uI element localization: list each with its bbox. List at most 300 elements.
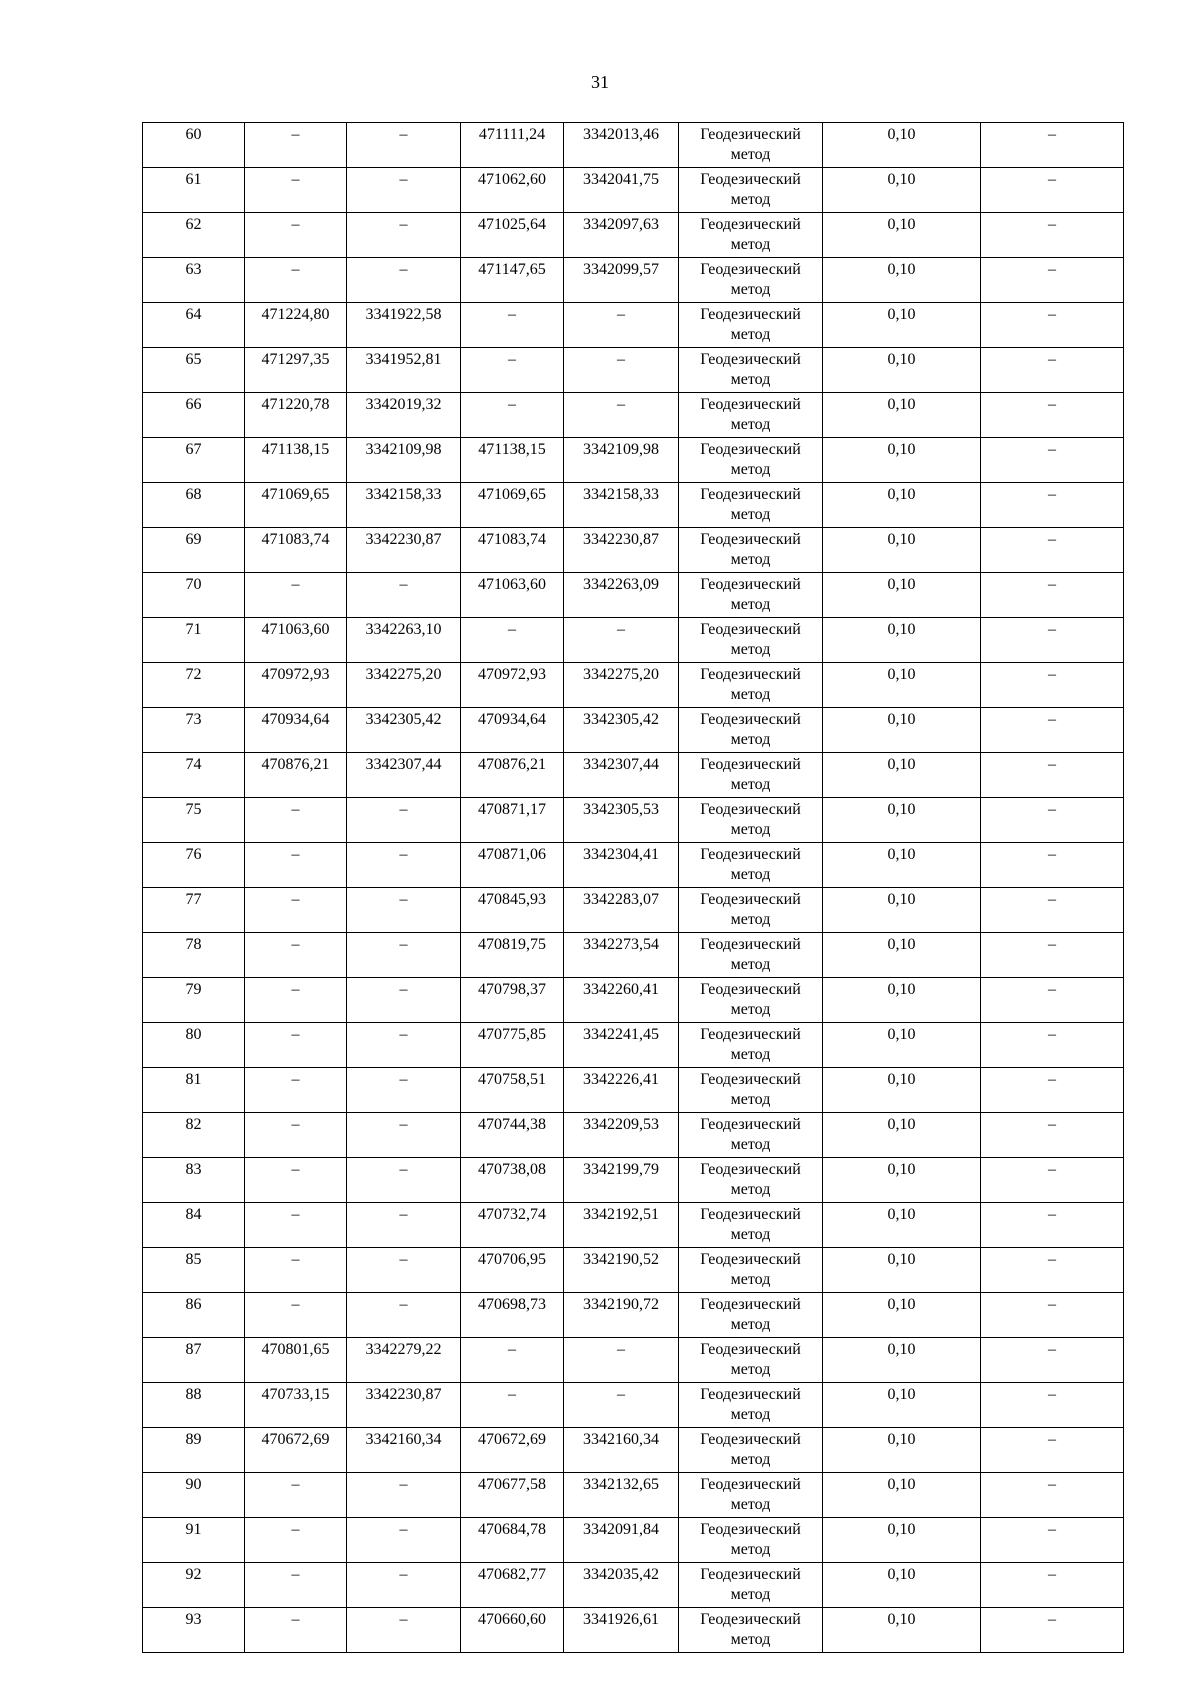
new-x-cell: 470677,58: [461, 1473, 564, 1518]
new-x-cell: –: [461, 393, 564, 438]
accuracy-cell: 0,10: [823, 168, 981, 213]
existing-x-cell: –: [245, 1473, 347, 1518]
method-cell: [679, 888, 823, 933]
new-y-cell: 3342190,72: [564, 1293, 679, 1338]
method-text: Геодезический метод: [700, 1026, 801, 1063]
new-y-cell: –: [564, 1383, 679, 1428]
notes-cell: –: [981, 123, 1124, 168]
existing-y-cell: –: [347, 1563, 461, 1608]
notes-cell: –: [981, 663, 1124, 708]
table-row: [143, 753, 1124, 798]
method-text: Геодезический метод: [700, 666, 801, 703]
method-text: Геодезический метод: [700, 261, 801, 298]
notes-cell: –: [981, 753, 1124, 798]
notes-cell: –: [981, 348, 1124, 393]
method-cell: [679, 1563, 823, 1608]
table-row: [143, 1113, 1124, 1158]
new-x-cell: –: [461, 303, 564, 348]
new-y-cell: –: [564, 618, 679, 663]
method-text: Геодезический метод: [700, 891, 801, 928]
existing-x-cell: 471297,35: [245, 348, 347, 393]
existing-x-cell: –: [245, 1563, 347, 1608]
existing-y-cell: 3342263,10: [347, 618, 461, 663]
new-y-cell: 3342230,87: [564, 528, 679, 573]
table-row: [143, 348, 1124, 393]
table-row: [143, 213, 1124, 258]
new-y-cell: 3342283,07: [564, 888, 679, 933]
point-number-cell: 90: [143, 1473, 245, 1518]
new-y-cell: 3342091,84: [564, 1518, 679, 1563]
existing-x-cell: –: [245, 843, 347, 888]
method-cell: [679, 1248, 823, 1293]
notes-cell: –: [981, 1113, 1124, 1158]
method-text: Геодезический метод: [700, 936, 801, 973]
accuracy-cell: 0,10: [823, 1158, 981, 1203]
point-number-cell: 88: [143, 1383, 245, 1428]
existing-y-cell: 3342158,33: [347, 483, 461, 528]
accuracy-cell: 0,10: [823, 1473, 981, 1518]
accuracy-cell: 0,10: [823, 1563, 981, 1608]
point-number-cell: 85: [143, 1248, 245, 1293]
new-y-cell: 3342305,53: [564, 798, 679, 843]
existing-y-cell: 3341922,58: [347, 303, 461, 348]
accuracy-cell: 0,10: [823, 1068, 981, 1113]
notes-cell: –: [981, 1473, 1124, 1518]
existing-x-cell: –: [245, 168, 347, 213]
point-number-cell: 83: [143, 1158, 245, 1203]
table-body: [143, 123, 1124, 1653]
notes-cell: –: [981, 393, 1124, 438]
new-x-cell: 471025,64: [461, 213, 564, 258]
method-text: Геодезический метод: [700, 1386, 801, 1423]
point-number-cell: 74: [143, 753, 245, 798]
existing-x-cell: 471083,74: [245, 528, 347, 573]
notes-cell: –: [981, 1068, 1124, 1113]
point-number-cell: 77: [143, 888, 245, 933]
existing-x-cell: –: [245, 798, 347, 843]
existing-y-cell: –: [347, 843, 461, 888]
method-text: Геодезический метод: [700, 1071, 801, 1108]
method-cell: [679, 438, 823, 483]
method-cell: [679, 618, 823, 663]
point-number-cell: 63: [143, 258, 245, 303]
notes-cell: –: [981, 1023, 1124, 1068]
table-row: [143, 393, 1124, 438]
method-cell: [679, 1113, 823, 1158]
method-text: Геодезический метод: [700, 126, 801, 163]
existing-y-cell: –: [347, 1023, 461, 1068]
existing-x-cell: 471224,80: [245, 303, 347, 348]
new-y-cell: 3342304,41: [564, 843, 679, 888]
table-row: [143, 438, 1124, 483]
method-text: Геодезический метод: [700, 171, 801, 208]
notes-cell: –: [981, 1383, 1124, 1428]
existing-y-cell: 3342019,32: [347, 393, 461, 438]
point-number-cell: 70: [143, 573, 245, 618]
accuracy-cell: 0,10: [823, 1338, 981, 1383]
method-cell: [679, 843, 823, 888]
existing-y-cell: –: [347, 168, 461, 213]
notes-cell: –: [981, 483, 1124, 528]
method-text: Геодезический метод: [700, 1611, 801, 1648]
notes-cell: –: [981, 978, 1124, 1023]
existing-x-cell: 471069,65: [245, 483, 347, 528]
method-text: Геодезический метод: [700, 1251, 801, 1288]
point-number-cell: 89: [143, 1428, 245, 1473]
existing-x-cell: –: [245, 1518, 347, 1563]
accuracy-cell: 0,10: [823, 303, 981, 348]
new-x-cell: 470684,78: [461, 1518, 564, 1563]
table-row: [143, 1608, 1124, 1653]
point-number-cell: 67: [143, 438, 245, 483]
new-x-cell: 470758,51: [461, 1068, 564, 1113]
table-row: [143, 798, 1124, 843]
existing-y-cell: –: [347, 213, 461, 258]
accuracy-cell: 0,10: [823, 573, 981, 618]
new-y-cell: –: [564, 393, 679, 438]
notes-cell: –: [981, 843, 1124, 888]
new-x-cell: 470672,69: [461, 1428, 564, 1473]
new-x-cell: 471083,74: [461, 528, 564, 573]
existing-x-cell: –: [245, 1203, 347, 1248]
accuracy-cell: 0,10: [823, 1113, 981, 1158]
new-y-cell: –: [564, 348, 679, 393]
notes-cell: –: [981, 573, 1124, 618]
method-text: Геодезический метод: [700, 846, 801, 883]
existing-y-cell: –: [347, 1473, 461, 1518]
notes-cell: –: [981, 1248, 1124, 1293]
new-x-cell: –: [461, 348, 564, 393]
accuracy-cell: 0,10: [823, 123, 981, 168]
accuracy-cell: 0,10: [823, 978, 981, 1023]
existing-x-cell: 471063,60: [245, 618, 347, 663]
existing-x-cell: –: [245, 1113, 347, 1158]
existing-y-cell: –: [347, 258, 461, 303]
table-row: [143, 1428, 1124, 1473]
existing-x-cell: 470672,69: [245, 1428, 347, 1473]
accuracy-cell: 0,10: [823, 1203, 981, 1248]
page-number: 31: [591, 72, 609, 92]
point-number-cell: 66: [143, 393, 245, 438]
table-row: [143, 1563, 1124, 1608]
new-x-cell: 471069,65: [461, 483, 564, 528]
method-text: Геодезический метод: [700, 801, 801, 838]
new-x-cell: 470775,85: [461, 1023, 564, 1068]
notes-cell: –: [981, 303, 1124, 348]
method-cell: [679, 1338, 823, 1383]
notes-cell: –: [981, 708, 1124, 753]
point-number-cell: 69: [143, 528, 245, 573]
new-x-cell: 471062,60: [461, 168, 564, 213]
new-y-cell: 3342158,33: [564, 483, 679, 528]
new-y-cell: –: [564, 1338, 679, 1383]
existing-x-cell: –: [245, 1023, 347, 1068]
notes-cell: –: [981, 798, 1124, 843]
method-cell: [679, 1158, 823, 1203]
existing-y-cell: –: [347, 1608, 461, 1653]
notes-cell: –: [981, 1428, 1124, 1473]
new-x-cell: 470698,73: [461, 1293, 564, 1338]
point-number-cell: 76: [143, 843, 245, 888]
table-row: [143, 708, 1124, 753]
new-y-cell: 3341926,61: [564, 1608, 679, 1653]
method-cell: [679, 1473, 823, 1518]
accuracy-cell: 0,10: [823, 483, 981, 528]
point-number-cell: 68: [143, 483, 245, 528]
point-number-cell: 91: [143, 1518, 245, 1563]
method-cell: [679, 348, 823, 393]
accuracy-cell: 0,10: [823, 528, 981, 573]
existing-y-cell: 3342279,22: [347, 1338, 461, 1383]
table-row: [143, 1023, 1124, 1068]
existing-y-cell: –: [347, 798, 461, 843]
point-number-cell: 75: [143, 798, 245, 843]
method-text: Геодезический метод: [700, 441, 801, 478]
new-y-cell: 3342190,52: [564, 1248, 679, 1293]
existing-y-cell: –: [347, 1113, 461, 1158]
existing-x-cell: 470934,64: [245, 708, 347, 753]
notes-cell: –: [981, 1518, 1124, 1563]
method-cell: [679, 708, 823, 753]
method-cell: [679, 933, 823, 978]
point-number-cell: 73: [143, 708, 245, 753]
notes-cell: –: [981, 1608, 1124, 1653]
existing-x-cell: –: [245, 258, 347, 303]
method-text: Геодезический метод: [700, 1206, 801, 1243]
method-text: Геодезический метод: [700, 306, 801, 343]
notes-cell: –: [981, 1293, 1124, 1338]
table-row: [143, 258, 1124, 303]
method-text: Геодезический метод: [700, 981, 801, 1018]
accuracy-cell: 0,10: [823, 798, 981, 843]
point-number-cell: 87: [143, 1338, 245, 1383]
accuracy-cell: 0,10: [823, 1023, 981, 1068]
accuracy-cell: 0,10: [823, 843, 981, 888]
notes-cell: –: [981, 168, 1124, 213]
point-number-cell: 71: [143, 618, 245, 663]
new-x-cell: 470732,74: [461, 1203, 564, 1248]
table-row: [143, 1383, 1124, 1428]
method-cell: [679, 528, 823, 573]
new-y-cell: 3342305,42: [564, 708, 679, 753]
accuracy-cell: 0,10: [823, 213, 981, 258]
new-x-cell: 471138,15: [461, 438, 564, 483]
method-text: Геодезический метод: [700, 1161, 801, 1198]
existing-x-cell: –: [245, 213, 347, 258]
notes-cell: –: [981, 888, 1124, 933]
accuracy-cell: 0,10: [823, 888, 981, 933]
new-y-cell: 3342192,51: [564, 1203, 679, 1248]
method-text: Геодезический метод: [700, 756, 801, 793]
accuracy-cell: 0,10: [823, 708, 981, 753]
new-x-cell: 470871,17: [461, 798, 564, 843]
table-row: [143, 168, 1124, 213]
point-number-cell: 93: [143, 1608, 245, 1653]
method-cell: [679, 1203, 823, 1248]
new-y-cell: 3342273,54: [564, 933, 679, 978]
existing-y-cell: 3342305,42: [347, 708, 461, 753]
accuracy-cell: 0,10: [823, 1518, 981, 1563]
method-text: Геодезический метод: [700, 486, 801, 523]
table-row: [143, 1068, 1124, 1113]
point-number-cell: 92: [143, 1563, 245, 1608]
method-cell: [679, 1428, 823, 1473]
new-x-cell: 470744,38: [461, 1113, 564, 1158]
method-text: Геодезический метод: [700, 351, 801, 388]
new-x-cell: –: [461, 1383, 564, 1428]
notes-cell: –: [981, 528, 1124, 573]
new-x-cell: 470706,95: [461, 1248, 564, 1293]
method-text: Геодезический метод: [700, 1566, 801, 1603]
existing-x-cell: –: [245, 573, 347, 618]
existing-y-cell: 3342160,34: [347, 1428, 461, 1473]
accuracy-cell: 0,10: [823, 393, 981, 438]
notes-cell: –: [981, 1203, 1124, 1248]
accuracy-cell: 0,10: [823, 933, 981, 978]
new-x-cell: 470798,37: [461, 978, 564, 1023]
existing-x-cell: –: [245, 1068, 347, 1113]
existing-y-cell: 3342307,44: [347, 753, 461, 798]
method-text: Геодезический метод: [700, 711, 801, 748]
new-y-cell: 3342275,20: [564, 663, 679, 708]
notes-cell: –: [981, 1338, 1124, 1383]
accuracy-cell: 0,10: [823, 258, 981, 303]
existing-x-cell: 471220,78: [245, 393, 347, 438]
accuracy-cell: 0,10: [823, 438, 981, 483]
method-text: Геодезический метод: [700, 621, 801, 658]
existing-y-cell: 3342275,20: [347, 663, 461, 708]
notes-cell: –: [981, 258, 1124, 303]
method-text: Геодезический метод: [700, 216, 801, 253]
notes-cell: –: [981, 438, 1124, 483]
table-row: [143, 528, 1124, 573]
method-cell: [679, 1383, 823, 1428]
existing-y-cell: –: [347, 888, 461, 933]
accuracy-cell: 0,10: [823, 1608, 981, 1653]
new-x-cell: 470660,60: [461, 1608, 564, 1653]
existing-x-cell: 470733,15: [245, 1383, 347, 1428]
new-y-cell: 3342109,98: [564, 438, 679, 483]
method-text: Геодезический метод: [700, 396, 801, 433]
table-row: [143, 663, 1124, 708]
method-text: Геодезический метод: [700, 1341, 801, 1378]
table-row: [143, 843, 1124, 888]
method-cell: [679, 573, 823, 618]
existing-x-cell: –: [245, 1158, 347, 1203]
new-y-cell: –: [564, 303, 679, 348]
new-x-cell: 470934,64: [461, 708, 564, 753]
existing-x-cell: 471138,15: [245, 438, 347, 483]
method-cell: [679, 798, 823, 843]
method-text: Геодезический метод: [700, 1116, 801, 1153]
new-y-cell: 3342035,42: [564, 1563, 679, 1608]
new-x-cell: 470876,21: [461, 753, 564, 798]
new-y-cell: 3342226,41: [564, 1068, 679, 1113]
notes-cell: –: [981, 933, 1124, 978]
method-cell: [679, 753, 823, 798]
point-number-cell: 81: [143, 1068, 245, 1113]
method-text: Геодезический метод: [700, 531, 801, 568]
new-x-cell: 470682,77: [461, 1563, 564, 1608]
point-number-cell: 62: [143, 213, 245, 258]
table-row: [143, 483, 1124, 528]
point-number-cell: 65: [143, 348, 245, 393]
existing-x-cell: –: [245, 933, 347, 978]
method-text: Геодезический метод: [700, 1521, 801, 1558]
new-y-cell: 3342099,57: [564, 258, 679, 303]
notes-cell: –: [981, 1158, 1124, 1203]
table-row: [143, 618, 1124, 663]
method-cell: [679, 1608, 823, 1653]
new-y-cell: 3342209,53: [564, 1113, 679, 1158]
method-cell: [679, 483, 823, 528]
point-number-cell: 80: [143, 1023, 245, 1068]
notes-cell: –: [981, 618, 1124, 663]
existing-y-cell: –: [347, 1293, 461, 1338]
new-y-cell: 3342132,65: [564, 1473, 679, 1518]
method-cell: [679, 393, 823, 438]
point-number-cell: 79: [143, 978, 245, 1023]
existing-y-cell: –: [347, 933, 461, 978]
point-number-cell: 61: [143, 168, 245, 213]
point-number-cell: 84: [143, 1203, 245, 1248]
existing-x-cell: 470801,65: [245, 1338, 347, 1383]
accuracy-cell: 0,10: [823, 753, 981, 798]
new-y-cell: 3342097,63: [564, 213, 679, 258]
new-x-cell: 471147,65: [461, 258, 564, 303]
existing-x-cell: –: [245, 978, 347, 1023]
accuracy-cell: 0,10: [823, 1293, 981, 1338]
table-row: [143, 123, 1124, 168]
new-y-cell: 3342263,09: [564, 573, 679, 618]
existing-y-cell: 3342230,87: [347, 528, 461, 573]
existing-x-cell: 470876,21: [245, 753, 347, 798]
table-row: [143, 1158, 1124, 1203]
accuracy-cell: 0,10: [823, 1428, 981, 1473]
new-x-cell: 471063,60: [461, 573, 564, 618]
method-cell: [679, 1293, 823, 1338]
table-row: [143, 933, 1124, 978]
new-y-cell: 3342260,41: [564, 978, 679, 1023]
existing-x-cell: 470972,93: [245, 663, 347, 708]
method-text: Геодезический метод: [700, 1431, 801, 1468]
existing-y-cell: –: [347, 1158, 461, 1203]
notes-cell: –: [981, 1563, 1124, 1608]
method-cell: [679, 978, 823, 1023]
point-number-cell: 78: [143, 933, 245, 978]
point-number-cell: 64: [143, 303, 245, 348]
point-number-cell: 86: [143, 1293, 245, 1338]
table-row: [143, 303, 1124, 348]
table-row: [143, 1338, 1124, 1383]
new-y-cell: 3342013,46: [564, 123, 679, 168]
accuracy-cell: 0,10: [823, 1383, 981, 1428]
method-text: Геодезический метод: [700, 1296, 801, 1333]
existing-y-cell: –: [347, 1518, 461, 1563]
accuracy-cell: 0,10: [823, 618, 981, 663]
method-cell: [679, 1068, 823, 1113]
method-cell: [679, 663, 823, 708]
accuracy-cell: 0,10: [823, 1248, 981, 1293]
method-cell: [679, 168, 823, 213]
existing-y-cell: –: [347, 573, 461, 618]
method-cell: [679, 123, 823, 168]
table-row: [143, 1518, 1124, 1563]
existing-x-cell: –: [245, 1608, 347, 1653]
new-y-cell: 3342307,44: [564, 753, 679, 798]
method-text: Геодезический метод: [700, 1476, 801, 1513]
new-x-cell: 471111,24: [461, 123, 564, 168]
